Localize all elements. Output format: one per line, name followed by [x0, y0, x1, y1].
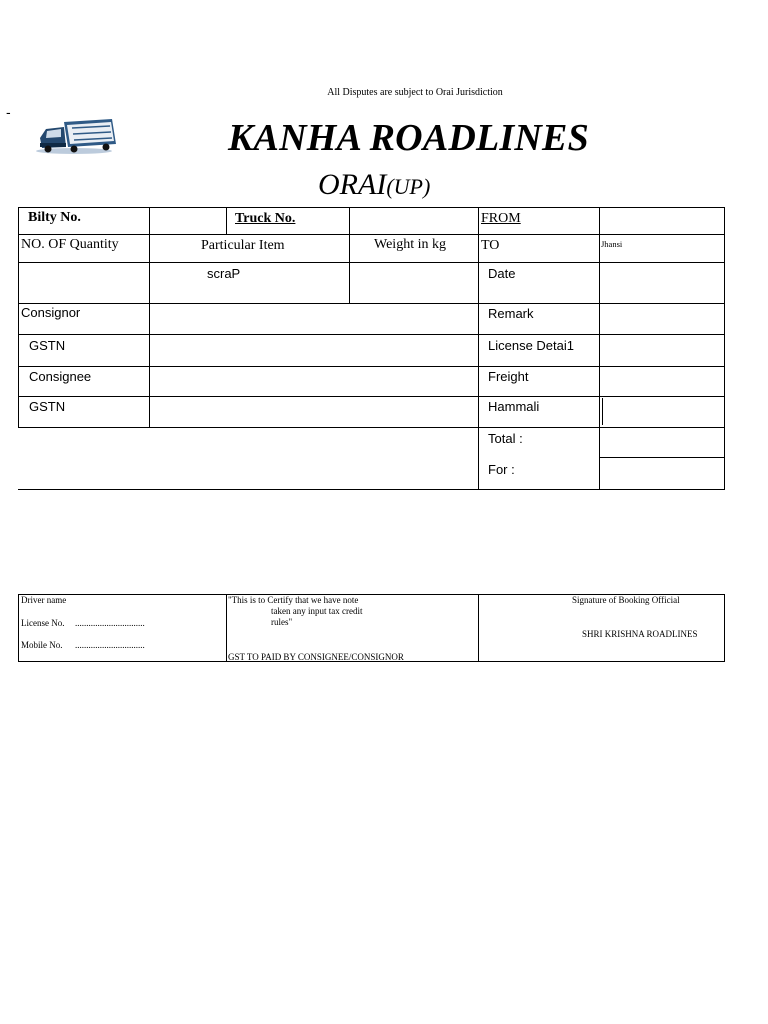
driver-license-dots: ............................... — [75, 618, 145, 628]
jurisdiction-note: All Disputes are subject to Orai Jurisdiction — [327, 87, 503, 98]
consignor-gstn-label: GSTN — [29, 338, 66, 353]
stray-dash: - — [6, 104, 11, 120]
driver-name-label: Driver name — [21, 595, 67, 605]
gst-payment-note: GST TO PAID BY CONSIGNEE/CONSIGNOR — [228, 652, 404, 662]
remark-label: Remark — [488, 306, 534, 321]
company-city — [318, 168, 430, 202]
truck-logo-icon — [34, 116, 120, 156]
consignee-gstn-label: GSTN — [29, 399, 66, 414]
company-name: KANHA ROADLINES — [228, 117, 589, 159]
certify-line-3: rules" — [271, 617, 293, 627]
date-label: Date — [488, 266, 516, 281]
bilty-no-label: Bilty No. — [28, 210, 81, 225]
hammali-label: Hammali — [488, 399, 540, 414]
driver-mobile-label: Mobile No. — [21, 640, 63, 650]
item-value: scraP — [207, 266, 241, 281]
state-name: (UP) — [386, 174, 431, 199]
quantity-label: NO. OF Quantity — [21, 237, 119, 252]
city-name: ORAI — [318, 168, 387, 201]
certify-line-1: "This is to Certify that we have note — [228, 595, 359, 605]
weight-label: Weight in kg — [374, 237, 446, 252]
consignee-label: Consignee — [29, 369, 92, 384]
license-detail-label: License Detai1 — [488, 338, 574, 353]
certify-line-2: taken any input tax credit — [271, 606, 363, 616]
signatory-name: SHRI KRISHNA ROADLINES — [582, 629, 698, 639]
total-label: Total : — [488, 431, 523, 446]
driver-license-label: License No. — [21, 618, 65, 628]
for-label: For : — [488, 462, 515, 477]
particular-item-label: Particular Item — [201, 238, 285, 253]
driver-mobile-dots: ............................... — [75, 640, 145, 650]
freight-label: Freight — [488, 369, 529, 384]
to-value: Jhansi — [601, 239, 623, 249]
truck-no-label: Truck No. — [235, 211, 296, 226]
signature-label: Signature of Booking Official — [572, 595, 680, 605]
from-label: FROM — [481, 211, 521, 226]
consignor-label: Consignor — [21, 305, 81, 320]
to-label: TO — [481, 238, 500, 253]
